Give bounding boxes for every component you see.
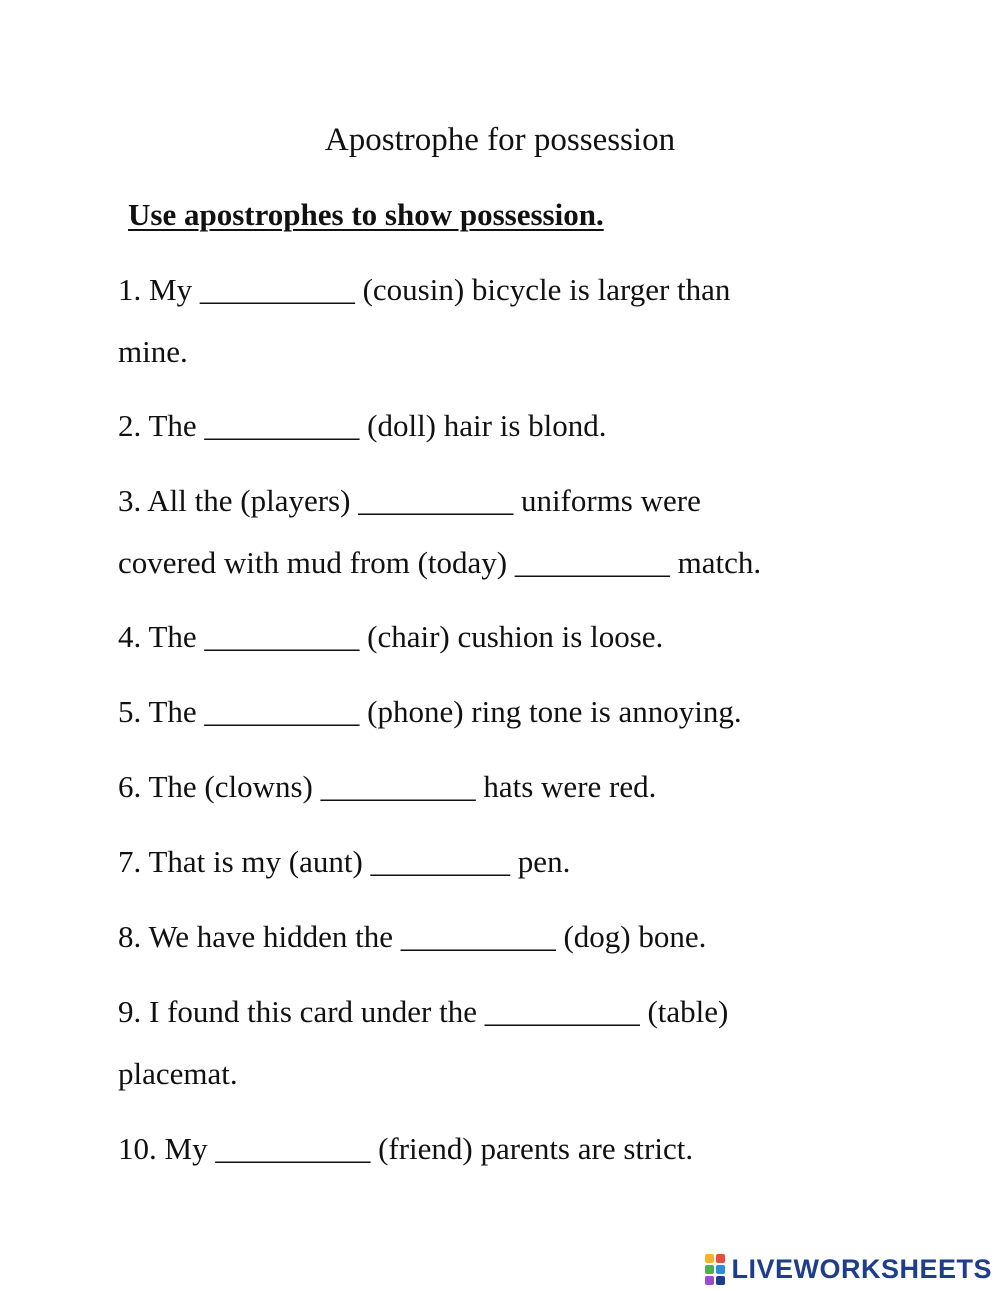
liveworksheets-logo-text: LIVEWORKSHEETS bbox=[731, 1253, 992, 1284]
logo-tile bbox=[705, 1254, 714, 1263]
logo-tile bbox=[716, 1254, 725, 1263]
exercise-1-line-2: mine. bbox=[118, 334, 188, 369]
logo-tile bbox=[716, 1265, 725, 1274]
exercise-5: 5. The __________ (phone) ring tone is annoying. bbox=[118, 694, 742, 729]
worksheet-instruction: Use apostrophes to show possession. bbox=[128, 197, 604, 232]
exercise-4: 4. The __________ (chair) cushion is loose. bbox=[118, 619, 664, 654]
liveworksheets-logo[interactable] bbox=[705, 1252, 992, 1286]
logo-tile bbox=[705, 1265, 714, 1274]
logo-tile bbox=[716, 1276, 725, 1285]
exercise-2: 2. The __________ (doll) hair is blond. bbox=[118, 408, 607, 443]
exercise-7: 7. That is my (aunt) _________ pen. bbox=[118, 844, 571, 879]
exercise-6: 6. The (clowns) __________ hats were red. bbox=[118, 769, 657, 804]
logo-tile bbox=[705, 1276, 714, 1285]
exercise-10: 10. My __________ (friend) parents are strict. bbox=[118, 1131, 694, 1166]
exercise-3-line-1: 3. All the (players) __________ uniforms were bbox=[118, 483, 701, 518]
exercise-9-line-1: 9. I found this card under the __________ (table) bbox=[118, 994, 729, 1029]
exercise-1-line-1: 1. My __________ (cousin) bicycle is larger than bbox=[118, 272, 731, 307]
liveworksheets-logo-icon bbox=[705, 1254, 725, 1285]
exercise-9-line-2: placemat. bbox=[118, 1056, 238, 1091]
exercise-3-line-2: covered with mud from (today) __________ match. bbox=[118, 545, 762, 580]
exercise-8: 8. We have hidden the __________ (dog) bone. bbox=[118, 919, 707, 954]
worksheet-title: Apostrophe for possession bbox=[324, 122, 676, 158]
